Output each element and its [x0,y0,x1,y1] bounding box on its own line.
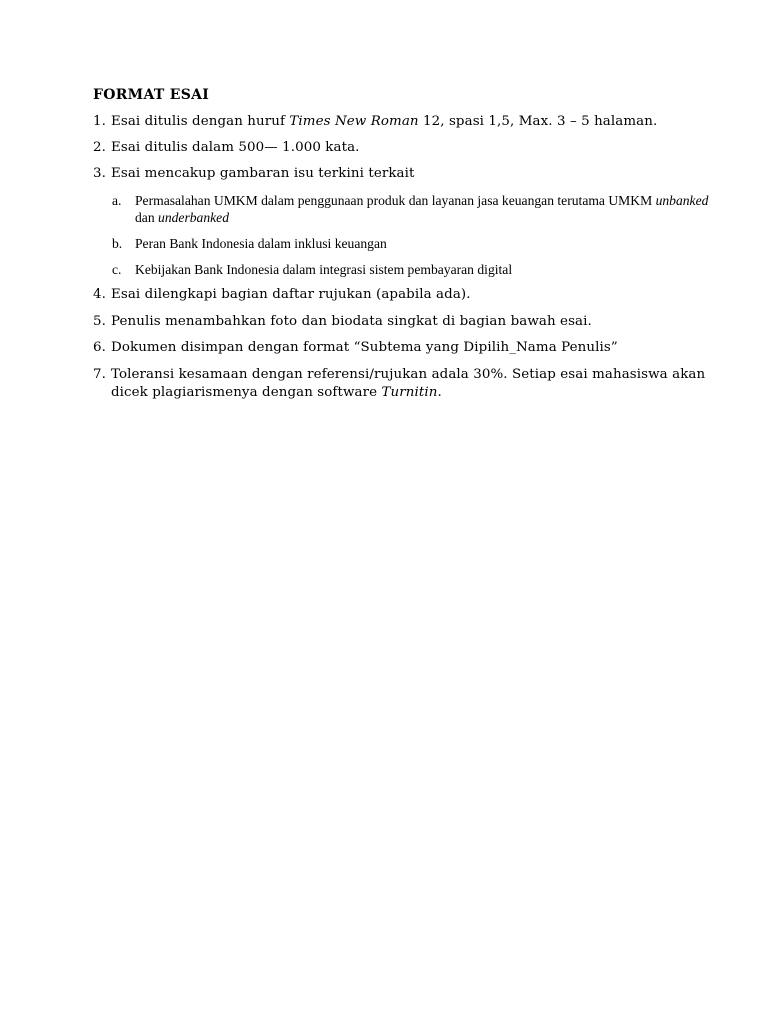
list-item-text: Penulis menambahkan foto dan biodata singkat di bagian bawah esai. [111,314,592,329]
sub-item-b [112,235,712,252]
list-item-4 [93,286,713,304]
document-title: FORMAT ESAI [93,87,210,103]
list-item-number: 4. [93,287,106,302]
list-item-text-part: Esai ditulis dengan huruf [111,114,290,129]
list-item-text: Esai ditulis dalam 500— 1.000 kata. [111,140,360,155]
sub-item-letter: c. [112,262,122,277]
sub-item-text [135,192,712,226]
list-item-1 [93,113,713,131]
list-item-text: Esai dilengkapi bagian daftar rujukan (apabila ada). [111,287,471,302]
list-item-5 [93,313,713,331]
sub-item-letter: a. [112,193,122,208]
sub-item-text-part: dan [135,210,159,225]
list-item-italic-text: Turnitin [381,385,438,400]
list-item-text-part: 12, spasi 1,5, Max. 3 – 5 halaman. [418,114,658,129]
sub-item-text: Kebijakan Bank Indonesia dalam integrasi sistem pembayaran digital [135,262,513,277]
list-item-7 [93,366,713,402]
list-item-number: 5. [93,314,106,329]
list-item-3 [93,165,713,183]
list-item-text-part: Toleransi kesamaan dengan referensi/rujukan adala 30%. Setiap esai mahasiswa akan dicek plagiarismenya dengan software [111,367,706,400]
list-item-2 [93,139,713,157]
list-item-number: 3. [93,166,106,181]
list-item-text [111,113,713,131]
list-item-number: 7. [93,367,106,382]
sub-item-text-part: Permasalahan UMKM dalam penggunaan produk dan layanan jasa keuangan terutama UMKM [135,193,656,208]
sub-item-letter: b. [112,236,123,251]
sub-item-italic-text: underbanked [158,210,230,225]
list-item-6 [93,339,713,357]
list-item-number: 6. [93,340,106,355]
list-item-text [111,366,713,402]
list-item-text: Dokumen disimpan dengan format “Subtema yang Dipilih_Nama Penulis” [111,340,618,355]
list-item-number: 2. [93,140,106,155]
sub-item-a [112,192,712,226]
list-item-text-part: . [437,385,442,400]
list-item-text: Esai mencakup gambaran isu terkini terkait [111,166,415,181]
list-item-number: 1. [93,114,106,129]
sub-item-c [112,261,712,278]
list-item-italic-text: Times New Roman [289,114,419,129]
sub-item-text: Peran Bank Indonesia dalam inklusi keuangan [135,236,387,251]
sub-item-italic-text: unbanked [655,193,709,208]
